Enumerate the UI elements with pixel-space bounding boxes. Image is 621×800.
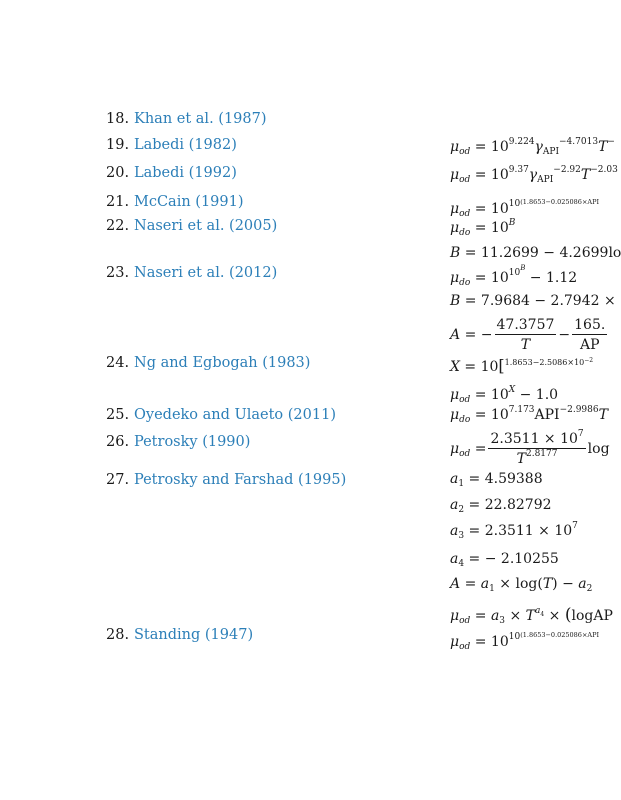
- equation-pf-1995-a1: $a_1 = 4.59388$: [450, 471, 543, 489]
- citation-link[interactable]: Ng and Egbogah (1983): [134, 355, 311, 371]
- equation-pf-1995-mu: $\mu_{od} = a_3 \times T^{a_4}$ × (logAP: [450, 605, 613, 626]
- equation-mccain-1991: $\mu_{od} = 10^{10(1.8653-0.025086\times API}$: [450, 198, 600, 219]
- reference-number: 26.: [106, 434, 130, 450]
- reference-18: [106, 112, 267, 127]
- reference-number: 22.: [106, 218, 130, 234]
- reference-27: [106, 473, 346, 488]
- reference-number: 21.: [106, 194, 130, 210]
- equation-naseri-2005-b: B = 11.2699 − 4.2699lo: [450, 245, 621, 261]
- reference-number: 28.: [106, 627, 130, 643]
- equation-pf-1995-A: $A = a_1 \times \log(T) - a_2$: [450, 576, 593, 594]
- equation-naseri-2012-b: B = 7.9684 − 2.7942 ×: [450, 293, 616, 309]
- reference-22: [106, 219, 277, 234]
- reference-25: [106, 408, 336, 423]
- citation-link[interactable]: Petrosky and Farshad (1995): [134, 472, 347, 488]
- citation-link[interactable]: Petrosky (1990): [134, 434, 251, 450]
- reference-23: [106, 266, 277, 281]
- equation-naseri-2012-a: $\mu_{do} = 10^{10^B} - 1.12$: [450, 264, 578, 288]
- equation-pf-1995-a2: $a_2 = 22.82792$: [450, 497, 552, 515]
- equation-labedi-1992: $\mu_{od} = 10^{9.37}\gamma_{API}^{-2.92}T^{-2.03}$: [450, 165, 618, 185]
- citation-link[interactable]: Khan et al. (1987): [134, 111, 267, 127]
- equation-pf-1995-a4: $a_4$ = − 2.10255: [450, 551, 559, 569]
- citation-link[interactable]: McCain (1991): [134, 194, 244, 210]
- citation-link[interactable]: Naseri et al. (2012): [134, 265, 278, 281]
- equation-pf-1995-a3: $a_3 = 2.3511 \times 10^7$: [450, 521, 578, 541]
- equation-petrosky-1990: $\mu_{od}$ = $\frac{2.3511 \times 10^7}{T^{2.8177}}$ log: [450, 429, 610, 467]
- reference-number: 18.: [106, 111, 130, 127]
- equation-labedi-1982: $\mu_{od} = 10^{9.224}\gamma_{API}^{-4.7013}T^-$: [450, 137, 615, 157]
- citation-link[interactable]: Oyedeko and Ulaeto (2011): [134, 407, 336, 423]
- reference-20: [106, 166, 237, 181]
- equation-naseri-2012-c: A = − $\frac{47.3757}{T}$ − $\frac{165.}{AP}$: [450, 317, 606, 353]
- reference-28: [106, 628, 253, 643]
- citation-link[interactable]: Labedi (1992): [134, 165, 237, 181]
- reference-24: [106, 356, 310, 371]
- reference-number: 25.: [106, 407, 130, 423]
- reference-number: 24.: [106, 355, 130, 371]
- equation-ng-1983-b: $\mu_{od} = 10^X - 1.0$: [450, 385, 559, 405]
- citation-link[interactable]: Standing (1947): [134, 627, 254, 643]
- reference-number: 20.: [106, 165, 130, 181]
- citation-link[interactable]: Labedi (1982): [134, 137, 237, 153]
- equation-ng-1983-a: X = 10[$^{1.8653-2.5086\times 10^{-2}}$: [450, 356, 594, 375]
- reference-21: [106, 195, 244, 210]
- reference-number: 19.: [106, 137, 130, 153]
- reference-number: 27.: [106, 472, 130, 488]
- citation-link[interactable]: Naseri et al. (2005): [134, 218, 278, 234]
- reference-19: [106, 138, 237, 153]
- reference-number: 23.: [106, 265, 130, 281]
- equation-standing-1947: $\mu_{od} = 10^{10(1.8653-0.025086\times API}$: [450, 631, 600, 652]
- equation-naseri-2005-a: $\mu_{do} = 10^B$: [450, 218, 516, 238]
- reference-26: [106, 435, 250, 450]
- equation-oyedeko-2011: $\mu_{do} = 10^{7.173}API^{-2.9986}T$: [450, 405, 608, 425]
